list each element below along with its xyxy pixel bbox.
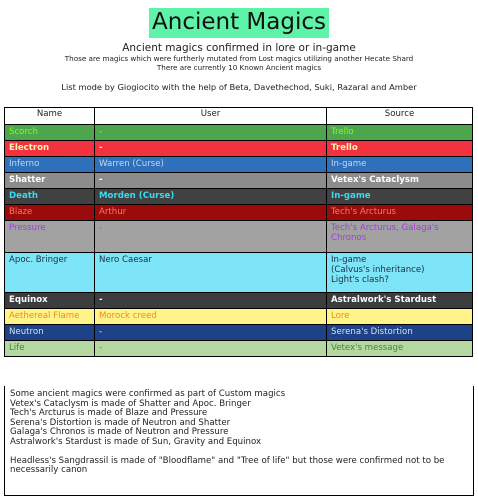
- page-title: Ancient Magics: [152, 9, 326, 35]
- cell-user: -: [95, 125, 327, 141]
- cell-name: Death: [5, 189, 95, 205]
- cell-source: Lore: [327, 309, 473, 325]
- cell-source: In-game: [327, 157, 473, 173]
- cell-source: In-game (Calvus's inheritance) Light's clash?: [327, 253, 473, 293]
- cell-name: Life: [5, 341, 95, 357]
- cell-source: Astralwork's Stardust: [327, 293, 473, 309]
- cell-source: Tech's Arcturus: [327, 205, 473, 221]
- table-row: [5, 293, 473, 309]
- cell-user: -: [95, 341, 327, 357]
- note-line: Vetex's Cataclysm is made of Shatter and Apoc. Bringer: [10, 398, 251, 409]
- note-line: Serena's Distortion is made of Neutron and Shatter: [10, 417, 231, 428]
- cell-name: Neutron: [5, 325, 95, 341]
- title-highlight: [149, 8, 329, 38]
- description-line-2: There are currently 10 Known Ancient magics: [156, 63, 322, 72]
- cell-user: -: [95, 173, 327, 189]
- cell-user: -: [95, 293, 327, 309]
- cell-name: Electron: [5, 141, 95, 157]
- cell-user: Warren (Curse): [95, 157, 327, 173]
- note-line: Tech's Arcturus is made of Blaze and Pressure: [10, 408, 208, 419]
- cell-user: -: [95, 325, 327, 341]
- table-row: [5, 325, 473, 341]
- table-row: [5, 157, 473, 173]
- cell-name: Aethereal Flame: [5, 309, 95, 325]
- table-row: [5, 141, 473, 157]
- cell-name: Equinox: [5, 293, 95, 309]
- cell-source: Vetex's message: [327, 341, 473, 357]
- cell-source: Vetex's Cataclysm: [327, 173, 473, 189]
- cell-name: Scorch: [5, 125, 95, 141]
- cell-source: Trello: [327, 141, 473, 157]
- cell-user: -: [95, 221, 327, 253]
- cell-user: Nero Caesar: [95, 253, 327, 293]
- cell-user: Morden (Curse): [95, 189, 327, 205]
- cell-user: Morock creed: [95, 309, 327, 325]
- cell-name: Shatter: [5, 173, 95, 189]
- note-line: Some ancient magics were confirmed as part of Custom magics: [10, 389, 286, 399]
- cell-source: Trello: [327, 125, 473, 141]
- table-row: [5, 125, 473, 141]
- cell-source: Serena's Distortion: [327, 325, 473, 341]
- note-line: Astralwork's Stardust is made of Sun, Gravity and Equinox: [10, 436, 262, 447]
- header-source: Source: [327, 108, 473, 125]
- cell-name: Pressure: [5, 221, 95, 253]
- table-row: [5, 205, 473, 221]
- table-row: [5, 341, 473, 357]
- table-row: [5, 309, 473, 325]
- table-row: [5, 253, 473, 293]
- table-row: [5, 221, 473, 253]
- cell-source: Tech's Arcturus, Galaga's Chronos: [327, 221, 473, 253]
- table-row: [5, 189, 473, 205]
- notes-box: [4, 386, 474, 496]
- credits: List mode by Giogiocito with the help of Beta, Davethechod, Suki, Razaral and Amber: [61, 82, 417, 92]
- header: [0, 0, 478, 92]
- page-subtitle: Ancient magics confirmed in lore or in-game: [122, 42, 356, 54]
- cell-name: Apoc. Bringer: [5, 253, 95, 293]
- table-header-row: [5, 108, 473, 125]
- note-line: Galaga's Chronos is made of Neutron and Pressure: [10, 427, 229, 438]
- header-user: User: [95, 108, 327, 125]
- cell-name: Inferno: [5, 157, 95, 173]
- table-row: [5, 173, 473, 189]
- notes-footer: Headless's Sangdrassil is made of "Bloodflame" and "Tree of life" but those were confirmed not to be necessarily canon: [10, 455, 445, 476]
- cell-user: Arthur: [95, 205, 327, 221]
- cell-user: -: [95, 141, 327, 157]
- cell-source: In-game: [327, 189, 473, 205]
- description-line-1: Those are magics which were furtherly mutated from Lost magics utilizing another Hecate Shard: [64, 54, 414, 63]
- cell-name: Blaze: [5, 205, 95, 221]
- magics-table: [4, 107, 473, 357]
- header-name: Name: [5, 108, 95, 125]
